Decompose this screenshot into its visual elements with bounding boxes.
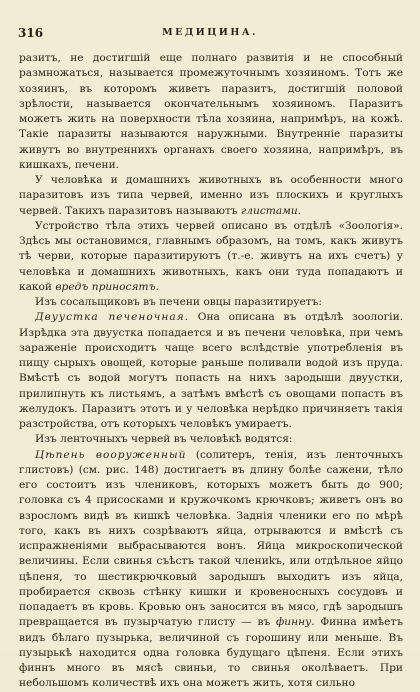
paragraph-worm-parasites bbox=[19, 173, 403, 219]
term-finna: финну. bbox=[276, 616, 315, 629]
term-armed-tapeworm: Цѣпень вооруженный bbox=[35, 448, 187, 461]
paragraph-trematodes-intro: Изъ сосальщиковъ въ печени овцы паразитируетъ: bbox=[35, 296, 322, 308]
paragraph-liver-fluke bbox=[19, 310, 403, 432]
paragraph-armed-tapeworm bbox=[19, 448, 403, 692]
term-glisty: глистами. bbox=[240, 204, 302, 217]
paragraph-text: У человѣка и домашнихъ животныхъ въ особенности много паразитовъ изъ типа червей, именно изъ плоскихъ и круглыхъ червей. Такихъ паразитовъ называютъ bbox=[19, 174, 403, 217]
page-number: 316 bbox=[18, 26, 44, 40]
paragraph-text: Финна имѣетъ видъ бѣлаго пузырька, величиной съ горошину или меньше. Въ пузырькѣ находится одна головка будущаго цѣпеня. Если этихъ финнъ много въ мясѣ свиньи, то свинья околѣваетъ. При небольшомъ количествѣ ихъ она можетъ жить, хотя сильно bbox=[19, 616, 404, 690]
paragraph-text: Устройство тѣла этихъ червей описано въ отдѣлѣ «Зоологія». Здѣсь мы остановимся, главнымъ образомъ, на томъ, какъ живутъ тѣ черви, которые паразитируютъ (т.-е. живутъ на ихъ счетъ) у человѣка и домашнихъ животныхъ, какъ они туда попадаютъ и какой bbox=[19, 219, 403, 293]
running-title: МЕДИЦИНА. bbox=[162, 27, 258, 38]
paragraph-text: (солитеръ, тенія, изъ ленточныхъ глистовъ) (см. рис. 148) достигаетъ въ длину болѣе сажени, тѣло его состоитъ изъ члениковъ, которыхъ можетъ быть до 900; головка съ 4 присосками и кружочкомъ крючковъ; живетъ онъ во взросломъ видѣ въ кишкѣ человѣка. Заднія членики его по мѣрѣ того, какъ въ нихъ созрѣваютъ яйца, отрываются и вмѣстѣ съ испражненіями выбрасываются вонъ. Яйца микроскопической величины. Если свинья съѣстъ такой члениkъ, или отдѣльное яйцо цѣпеня, то шестикрючковый зародышъ выходитъ изъ яйца, пробирается сквозь стѣнку кишки и кровеносныхъ сосудовъ и попадаетъ въ кровь. Кровью онъ заносится въ мясо, гдѣ зародышъ превращается въ пузырчатую глисту — въ bbox=[19, 448, 403, 629]
emphasis-vred: вредъ bbox=[55, 280, 89, 293]
emphasis-prinosyat: приносятъ. bbox=[91, 280, 159, 293]
paragraph-parasite-hosts: разитъ, не достигшій еще полнаго развитія и не способный размножаться, называется промежуточнымъ хозяиномъ. Тотъ же хозяинъ, въ которомъ живетъ паразитъ, достигшій половой зрѣлости, называется окончательнымъ хозяиномъ. Паразитъ можетъ жить на поверхности тѣла хозяина, напримѣръ, на кожѣ. Такіе паразиты называются наружными. Внутренніе паразиты живутъ во внутреннихъ органахъ своего хозяина, напримѣръ, въ кишкахъ, печени. bbox=[19, 52, 403, 171]
paragraph-text: Она описана въ отдѣлѣ зоологіи. Изрѣдка эта двуустка попадается и въ печени человѣка, при чемъ зараженіе происходитъ чаще всего вслѣдствіе употребленія въ пищу сырыхъ овощей, которые раньше поливали водой изъ пруда. Вмѣстѣ съ водой могутъ попасть на нихъ зародыши двуустки, прилипнуть къ листьямъ, а затѣмъ вмѣстѣ съ овощами попасть въ желудокъ. Паразитъ этотъ и у человѣка нерѣдко причиняетъ такія разстройства, отъ которыхъ человѣкъ умираетъ. bbox=[19, 311, 403, 430]
paragraph-structure bbox=[19, 219, 403, 295]
page-header bbox=[0, 26, 420, 42]
page-body bbox=[19, 51, 403, 692]
paragraph-tapeworms-intro: Изъ ленточныхъ червей въ человѣкѣ водятся: bbox=[35, 433, 293, 446]
term-liver-fluke: Двуустка печеночная. bbox=[35, 311, 190, 324]
